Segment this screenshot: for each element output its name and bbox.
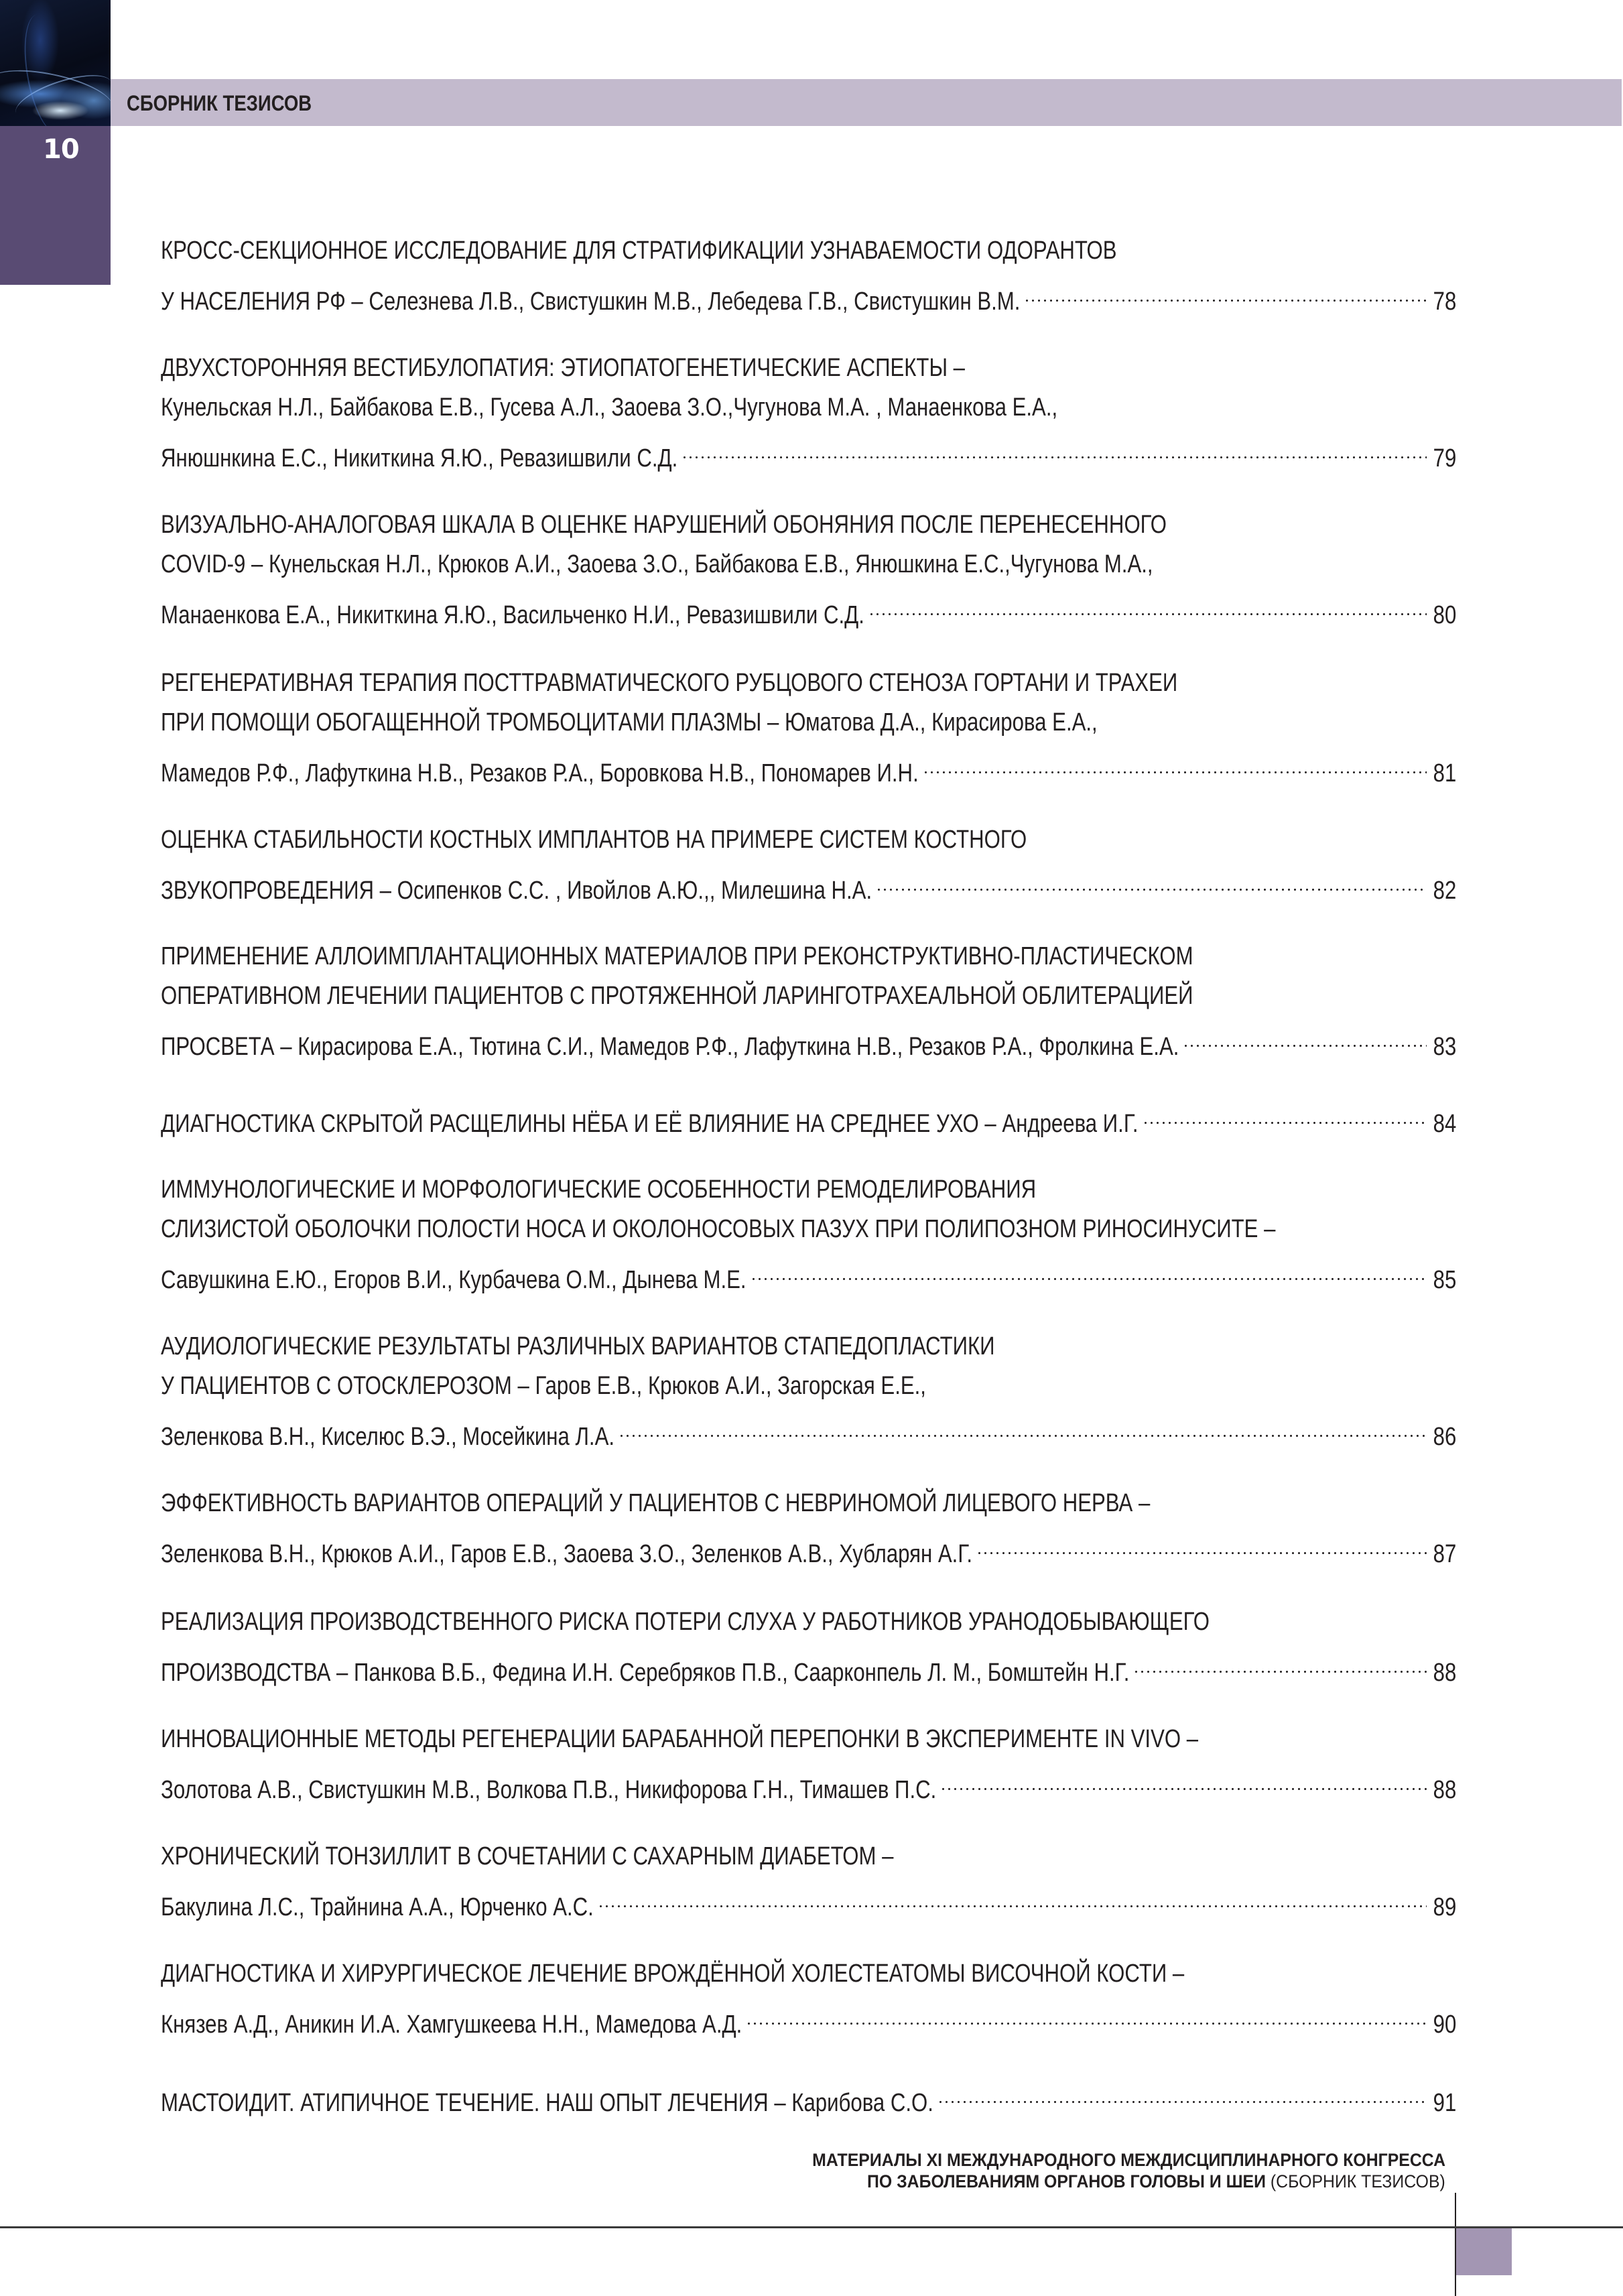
toc-entry-title: ЭФФЕКТИВНОСТЬ ВАРИАНТОВ ОПЕРАЦИЙ У ПАЦИЕНТОВ С НЕВРИНОМОЙ ЛИЦЕВОГО НЕРВА – — [161, 1489, 1151, 1517]
toc-line-text-wrap — [161, 1954, 1184, 1994]
toc-line-text-wrap — [161, 1484, 1150, 1523]
toc-page-number[interactable]: 90 — [1433, 2011, 1456, 2039]
toc-page-number[interactable]: 88 — [1433, 1776, 1456, 1804]
toc-entry-title: ХРОНИЧЕСКИЙ ТОНЗИЛЛИТ В СОЧЕТАНИИ С САХАРНЫМ ДИАБЕТОМ – — [161, 1842, 894, 1870]
toc-line-text-wrap — [161, 754, 919, 793]
toc-line-text-wrap — [161, 231, 1117, 271]
footer-title-bold: ПО ЗАБОЛЕВАНИЯМ ОРГАНОВ ГОЛОВЫ И ШЕИ — [867, 2171, 1271, 2191]
toc-entry-line — [161, 937, 1456, 976]
toc-entry-text: Князев А.Д., Аникин И.А. Хамгушкеева Н.Н., Мамедова А.Д. — [161, 2011, 742, 2039]
toc-line-text-wrap — [161, 976, 1193, 1016]
toc-entry-text: У НАСЕЛЕНИЯ РФ – Селезнева Л.В., Свистушкин М.В., Лебедева Г.В., Свистушкин В.М. — [161, 288, 1021, 316]
toc-line-text-wrap — [161, 545, 1153, 584]
toc-entry-last-line — [161, 742, 1456, 787]
toc-line-text-wrap — [161, 1104, 1139, 1144]
dot-leader — [614, 1405, 1428, 1445]
dot-leader — [936, 1759, 1427, 1799]
dot-leader — [594, 1876, 1428, 1916]
toc-entry-title: РЕГЕНЕРАТИВНАЯ ТЕРАПИЯ ПОСТТРАВМАТИЧЕСКОГО РУБЦОВОГО СТЕНОЗА ГОРТАНИ И ТРАХЕИ — [161, 669, 1178, 697]
toc-entry-title: РЕАЛИЗАЦИЯ ПРОИЗВОДСТВЕННОГО РИСКА ПОТЕРИ СЛУХА У РАБОТНИКОВ УРАНОДОБЫВАЮЩЕГО — [161, 1608, 1210, 1636]
dot-leader — [933, 2071, 1428, 2111]
toc-entry-line — [161, 1837, 1456, 1876]
toc-line-text-wrap — [161, 1720, 1198, 1759]
toc-line-text-wrap — [161, 1535, 972, 1574]
toc-line-text-wrap — [161, 439, 677, 479]
toc-line-text-wrap — [161, 505, 1167, 545]
toc-entry-line — [161, 545, 1456, 584]
toc-entry[interactable] — [161, 820, 1456, 905]
toc-entry-line — [161, 976, 1456, 1016]
toc-line-text-wrap — [161, 1888, 594, 1927]
toc-line-text-wrap — [161, 1261, 746, 1300]
dot-leader — [972, 1523, 1428, 1563]
toc-line-text-wrap — [161, 1653, 1129, 1693]
toc-entry-title: ДВУХСТОРОННЯЯ ВЕСТИБУЛОПАТИЯ: ЭТИОПАТОГЕНЕТИЧЕСКИЕ АСПЕКТЫ – — [161, 354, 966, 382]
toc-entry-line — [161, 1602, 1456, 1642]
toc-page-number[interactable]: 85 — [1433, 1265, 1456, 1294]
toc-entry-last-line — [161, 1405, 1456, 1451]
toc-entry[interactable] — [161, 1327, 1456, 1451]
toc-entry-title: АУДИОЛОГИЧЕСКИЕ РЕЗУЛЬТАТЫ РАЗЛИЧНЫХ ВАРИАНТОВ СТАПЕДОПЛАСТИКИ — [161, 1332, 995, 1360]
toc-entry-line — [161, 1170, 1456, 1210]
toc-entry[interactable] — [161, 1837, 1456, 1921]
toc-entry-text: Янюшнкина Е.С., Никиткина Я.Ю., Ревазишвили С.Д. — [161, 444, 678, 472]
section-header-band — [111, 79, 1622, 126]
toc-entry-last-line — [161, 271, 1456, 316]
toc-entry-text: Золотова А.В., Свистушкин М.В., Волкова П.В., Никифорова Г.Н., Тимашев П.С. — [161, 1776, 937, 1804]
toc-entry[interactable] — [161, 663, 1456, 787]
toc-entry-text: ПРИ ПОМОЩИ ОБОГАЩЕННОЙ ТРОМБОЦИТАМИ ПЛАЗМЫ – Юматова Д.А., Кирасирова Е.А., — [161, 708, 1098, 737]
toc-entry-line — [161, 231, 1456, 271]
toc-entry-line — [161, 348, 1456, 388]
toc-entry[interactable] — [161, 1170, 1456, 1294]
toc-entry-last-line — [161, 427, 1456, 472]
toc-entry-last-line — [161, 1876, 1456, 1921]
toc-entry-title: ПРИМЕНЕНИЕ АЛЛОИМПЛАНТАЦИОННЫХ МАТЕРИАЛОВ ПРИ РЕКОНСТРУКТИВНО-ПЛАСТИЧЕСКОМ — [161, 942, 1193, 970]
toc-line-text-wrap — [161, 1210, 1275, 1249]
toc-entry-last-line — [161, 1015, 1456, 1061]
toc-entry-title: МАСТОИДИТ. АТИПИЧНОЕ ТЕЧЕНИЕ. НАШ ОПЫТ ЛЕЧЕНИЯ – Карибова С.О. — [161, 2088, 933, 2117]
toc-entry-last-line — [161, 1994, 1456, 2039]
toc-entry-text: Манаенкова Е.А., Никиткина Я.Ю., Васильченко Н.И., Ревазишвили С.Д. — [161, 600, 864, 629]
footer-publication-title-line1: МАТЕРИАЛЫ XI МЕЖДУНАРОДНОГО МЕЖДИСЦИПЛИНАРНОГО КОНГРЕССА — [812, 2150, 1445, 2170]
toc-entry[interactable] — [161, 1954, 1456, 2039]
footer-publication-title-line2 — [867, 2171, 1445, 2192]
toc-entry-last-line — [161, 584, 1456, 629]
toc-entry-line — [161, 505, 1456, 545]
toc-entry-last-line — [161, 1642, 1456, 1687]
toc-entry-last-line — [161, 860, 1456, 905]
dot-leader — [742, 1994, 1427, 2033]
toc-page-number[interactable]: 91 — [1433, 2088, 1456, 2117]
toc-entry[interactable] — [161, 231, 1456, 316]
toc-entry-last-line — [161, 1759, 1456, 1804]
toc-entry[interactable] — [161, 1092, 1456, 1138]
toc-line-text-wrap — [161, 2005, 742, 2045]
toc-page-number[interactable]: 87 — [1433, 1540, 1456, 1568]
dot-leader — [872, 860, 1428, 899]
toc-page-number[interactable]: 79 — [1433, 444, 1456, 472]
footer-decorative-box — [1456, 2228, 1512, 2275]
dot-leader — [1129, 1642, 1427, 1681]
toc-entry-title: ДИАГНОСТИКА СКРЫТОЙ РАСЩЕЛИНЫ НЁБА И ЕЁ ВЛИЯНИЕ НА СРЕДНЕЕ УХО – Андреева И.Г. — [161, 1109, 1139, 1138]
page-number: 10 — [43, 134, 79, 165]
toc-line-text-wrap — [161, 2084, 933, 2123]
toc-page-number[interactable]: 89 — [1433, 1893, 1456, 1921]
dot-leader — [1139, 1092, 1428, 1132]
dot-leader — [677, 427, 1427, 466]
toc-line-text-wrap — [161, 348, 965, 388]
toc-entry-text: Савушкина Е.Ю., Егоров В.И., Курбачева О.М., Дынева М.Е. — [161, 1265, 746, 1294]
toc-entry-line — [161, 388, 1456, 428]
toc-line-text-wrap — [161, 388, 1057, 428]
toc-entry-last-line — [161, 2071, 1456, 2117]
footer-title-light: (СБОРНИК ТЕЗИСОВ) — [1271, 2171, 1445, 2191]
toc-line-text-wrap — [161, 820, 1027, 860]
toc-line-text-wrap — [161, 1327, 995, 1366]
toc-line-text-wrap — [161, 1366, 926, 1406]
toc-entry-text: Мамедов Р.Ф., Лафуткина Н.В., Резаков Р.А., Боровкова Н.В., Пономарев И.Н. — [161, 759, 919, 787]
toc-line-text-wrap — [161, 703, 1098, 743]
toc-entry[interactable] — [161, 505, 1456, 629]
toc-page-number[interactable]: 81 — [1433, 759, 1456, 787]
toc-page-number[interactable]: 84 — [1433, 1109, 1456, 1138]
toc-line-text-wrap — [161, 871, 872, 911]
toc-entry[interactable] — [161, 1484, 1456, 1568]
toc-entry-line — [161, 1484, 1456, 1523]
toc-entry-title: ИММУНОЛОГИЧЕСКИЕ И МОРФОЛОГИЧЕСКИЕ ОСОБЕННОСТИ РЕМОДЕЛИРОВАНИЯ — [161, 1175, 1037, 1204]
toc-entry-title: ВИЗУАЛЬНО-АНАЛОГОВАЯ ШКАЛА В ОЦЕНКЕ НАРУШЕНИЙ ОБОНЯНИЯ ПОСЛЕ ПЕРЕНЕСЕННОГО — [161, 511, 1167, 539]
toc-line-text-wrap — [161, 1170, 1036, 1210]
toc-page-number[interactable]: 88 — [1433, 1659, 1456, 1687]
toc-page-number[interactable]: 83 — [1433, 1032, 1456, 1061]
toc-entry-text: Бакулина Л.С., Трайнина А.А., Юрченко А.С. — [161, 1893, 594, 1921]
toc-line-text-wrap — [161, 1602, 1210, 1642]
toc-entry-title: ДИАГНОСТИКА И ХИРУРГИЧЕСКОЕ ЛЕЧЕНИЕ ВРОЖДЁННОЙ ХОЛЕСТЕАТОМЫ ВИСОЧНОЙ КОСТИ – — [161, 1960, 1185, 1988]
toc-entry-title: ОЦЕНКА СТАБИЛЬНОСТИ КОСТНЫХ ИМПЛАНТОВ НА ПРИМЕРЕ СИСТЕМ КОСТНОГО — [161, 826, 1027, 854]
toc-entry-title: ИННОВАЦИОННЫЕ МЕТОДЫ РЕГЕНЕРАЦИИ БАРАБАННОЙ ПЕРЕПОНКИ В ЭКСПЕРИМЕНТЕ IN VIVO – — [161, 1725, 1199, 1753]
toc-entry-text: ПРОИЗВОДСТВА – Панкова В.Б., Федина И.Н. Серебряков П.В., Саарконпель Л. М., Бомштейн Н.Г. — [161, 1659, 1130, 1687]
toc-entry-text: Кунельская Н.Л., Байбакова Е.В., Гусева А.Л., Заоева З.О.,Чугунова М.А. , Манаенкова Е.А., — [161, 393, 1058, 422]
toc-line-text-wrap — [161, 1771, 936, 1810]
toc-entry-last-line — [161, 1523, 1456, 1568]
toc-entry[interactable] — [161, 1720, 1456, 1804]
toc-page-number[interactable]: 80 — [1433, 600, 1456, 629]
toc-entry-line — [161, 703, 1456, 743]
toc-entry-line — [161, 663, 1456, 703]
footer-horizontal-rule — [0, 2226, 1623, 2228]
toc-entry-title: КРОСС-СЕКЦИОННОЕ ИССЛЕДОВАНИЕ ДЛЯ СТРАТИФИКАЦИИ УЗНАВАЕМОСТИ ОДОРАНТОВ — [161, 237, 1117, 265]
toc-entry-text: ОПЕРАТИВНОМ ЛЕЧЕНИИ ПАЦИЕНТОВ С ПРОТЯЖЕННОЙ ЛАРИНГОТРАХЕАЛЬНОЙ ОБЛИТЕРАЦИЕЙ — [161, 981, 1193, 1010]
toc-entry-last-line — [161, 1249, 1456, 1294]
toc-entry-text: COVID-9 – Кунельская Н.Л., Крюков А.И., Заоева З.О., Байбакова Е.В., Янюшкина Е.С.,Чугунова М.А., — [161, 550, 1153, 578]
toc-entry-line — [161, 1954, 1456, 1994]
toc-entry-line — [161, 820, 1456, 860]
toc-line-text-wrap — [161, 596, 864, 635]
toc-line-text-wrap — [161, 1837, 893, 1876]
dot-leader — [1020, 271, 1427, 310]
dot-leader — [746, 1249, 1428, 1288]
toc-entry-line — [161, 1366, 1456, 1406]
toc-entry-line — [161, 1327, 1456, 1366]
toc-entry[interactable] — [161, 348, 1456, 472]
toc-line-text-wrap — [161, 282, 1020, 322]
toc-entry-text: Зеленкова В.Н., Киселюс В.Э., Мосейкина Л.А. — [161, 1422, 615, 1451]
toc-line-text-wrap — [161, 937, 1193, 976]
toc-entry-line — [161, 1720, 1456, 1759]
toc-line-text-wrap — [161, 1417, 614, 1457]
section-title: СБОРНИК ТЕЗИСОВ — [127, 91, 312, 115]
dot-leader — [919, 742, 1428, 781]
toc-page-number[interactable]: 86 — [1433, 1422, 1456, 1451]
toc-entry[interactable] — [161, 1602, 1456, 1687]
toc-page-number[interactable]: 78 — [1433, 288, 1456, 316]
dot-leader — [1179, 1015, 1427, 1055]
header-decorative-image — [0, 0, 111, 126]
toc-line-text-wrap — [161, 1027, 1179, 1067]
dot-leader — [864, 584, 1428, 623]
toc-entry-text: Зеленкова В.Н., Крюков А.И., Гаров Е.В., Заоева З.О., Зеленков А.В., Хубларян А.Г. — [161, 1540, 973, 1568]
toc-entry-text: ЗВУКОПРОВЕДЕНИЯ – Осипенков С.С. , Ивойлов А.Ю.,, Милешина Н.А. — [161, 877, 872, 905]
toc-entry-text: У ПАЦИЕНТОВ С ОТОСКЛЕРОЗОМ – Гаров Е.В., Крюков А.И., Загорская Е.Е., — [161, 1371, 926, 1400]
toc-entry[interactable] — [161, 937, 1456, 1061]
toc-entry-last-line — [161, 1092, 1456, 1138]
toc-entry-line — [161, 1210, 1456, 1249]
toc-page-number[interactable]: 82 — [1433, 877, 1456, 905]
toc-entry-text: СЛИЗИСТОЙ ОБОЛОЧКИ ПОЛОСТИ НОСА И ОКОЛОНОСОВЫХ ПАЗУХ ПРИ ПОЛИПОЗНОМ РИНОСИНУСИТЕ – — [161, 1214, 1276, 1243]
toc-entry-text: ПРОСВЕТА – Кирасирова Е.А., Тютина С.И., Мамедов Р.Ф., Лафуткина Н.В., Резаков Р.А., Фролкина Е.А. — [161, 1032, 1179, 1061]
toc-line-text-wrap — [161, 663, 1177, 703]
toc-entry[interactable] — [161, 2071, 1456, 2117]
